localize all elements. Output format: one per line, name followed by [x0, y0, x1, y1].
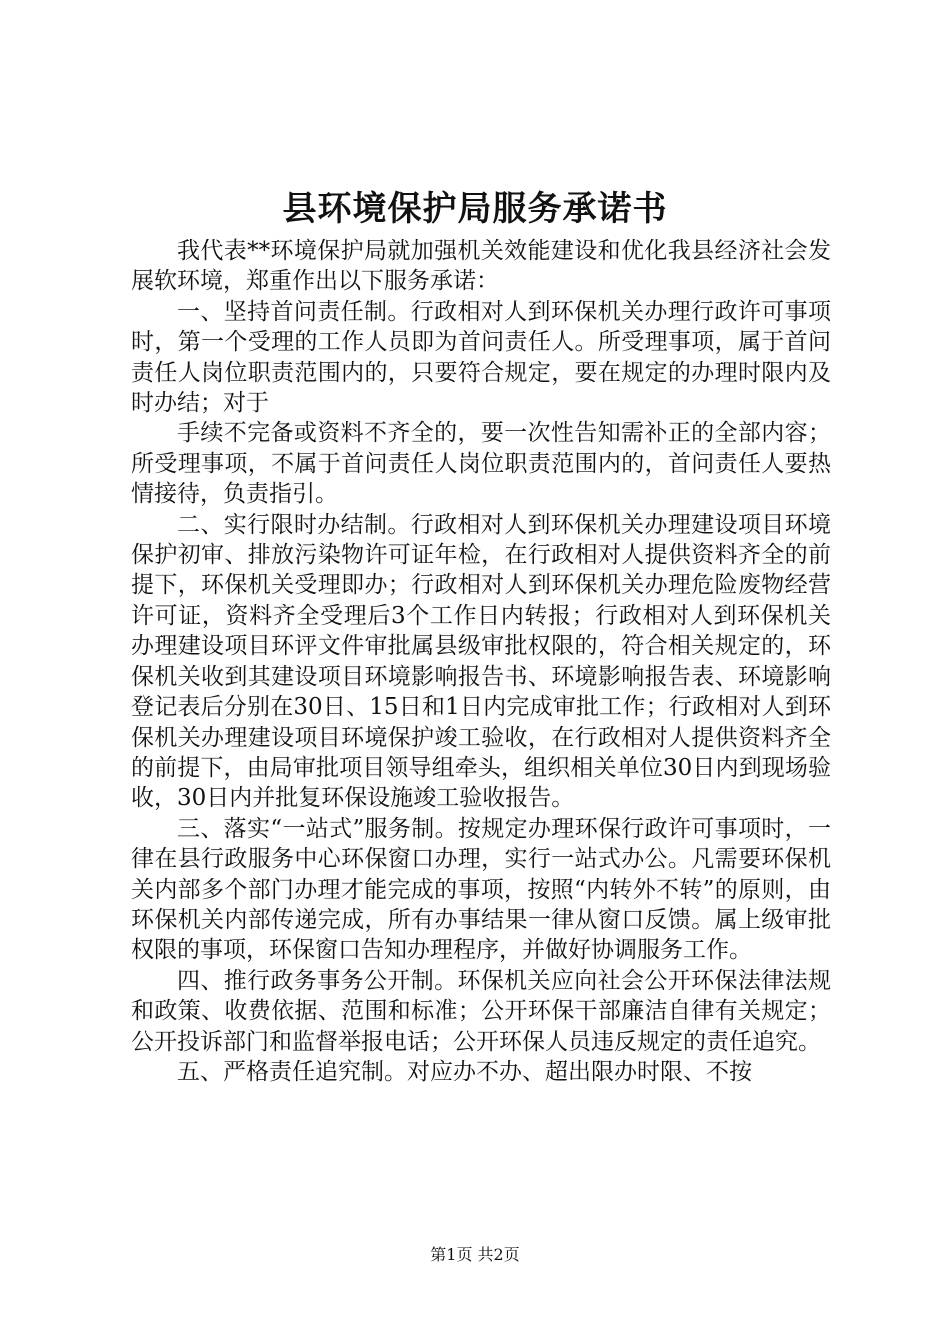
paragraph-item-1-continued: 手续不完备或资料不齐全的，要一次性告知需补正的全部内容；所受理事项，不属于首问责任人岗位职责范围内的，首问责任人要热情接待，负责指引。	[131, 420, 831, 508]
paragraph-item-2: 二、实行限时办结制。行政相对人到环保机关办理建设项目环境保护初审、排放污染物许可证年检，在行政相对人提供资料齐全的前提下，环保机关受理即办；行政相对人到环保机关办理危险废物经营许可证，资料齐全受理后3个工作日内转报；行政相对人到环保机关办理建设项目环评文件审批属县级审批权限的，符合相关规定的，环保机关收到其建设项目环境影响报告书、环境影响报告表、环境影响登记表后分别在30日、15日和1日内完成审批工作；行政相对人到环保机关办理建设项目环境保护竣工验收，在行政相对人提供资料齐全的前提下，由局审批项目领导组牵头，组织相关单位30日内到现场验收，30日内并批复环保设施竣工验收报告。	[131, 511, 831, 812]
paragraph-item-3: 三、落实“一站式”服务制。按规定办理环保行政许可事项时，一律在县行政服务中心环保窗口办理，实行一站式办公。凡需要环保机关内部多个部门办理才能完成的事项，按照“内转外不转”的原则，由环保机关内部传递完成，所有办事结果一律从窗口反馈。属上级审批权限的事项，环保窗口告知办理程序，并做好协调服务工作。	[131, 815, 831, 964]
paragraph-item-5: 五、严格责任追究制。对应办不办、超出限办时限、不按	[177, 1058, 752, 1085]
paragraph-item-1: 一、坚持首问责任制。行政相对人到环保机关办理行政许可事项时，第一个受理的工作人员即为首问责任人。所受理事项，属于首问责任人岗位职责范围内的，只要符合规定，要在规定的办理时限内及时办结；对于	[131, 298, 831, 417]
paragraph-item-4: 四、推行政务事务公开制。环保机关应向社会公开环保法律法规和政策、收费依据、范围和标准；公开环保干部廉洁自律有关规定；公开投诉部门和监督举报电话；公开环保人员违反规定的责任追究。	[131, 967, 831, 1055]
page-footer: 第1页 共2页	[430, 1245, 520, 1264]
document-title: 县环境保护局服务承诺书	[282, 189, 668, 229]
document-body	[131, 236, 831, 1087]
paragraph-intro: 我代表**环境保护局就加强机关效能建设和优化我县经济社会发展软环境，郑重作出以下服务承诺：	[131, 238, 831, 295]
